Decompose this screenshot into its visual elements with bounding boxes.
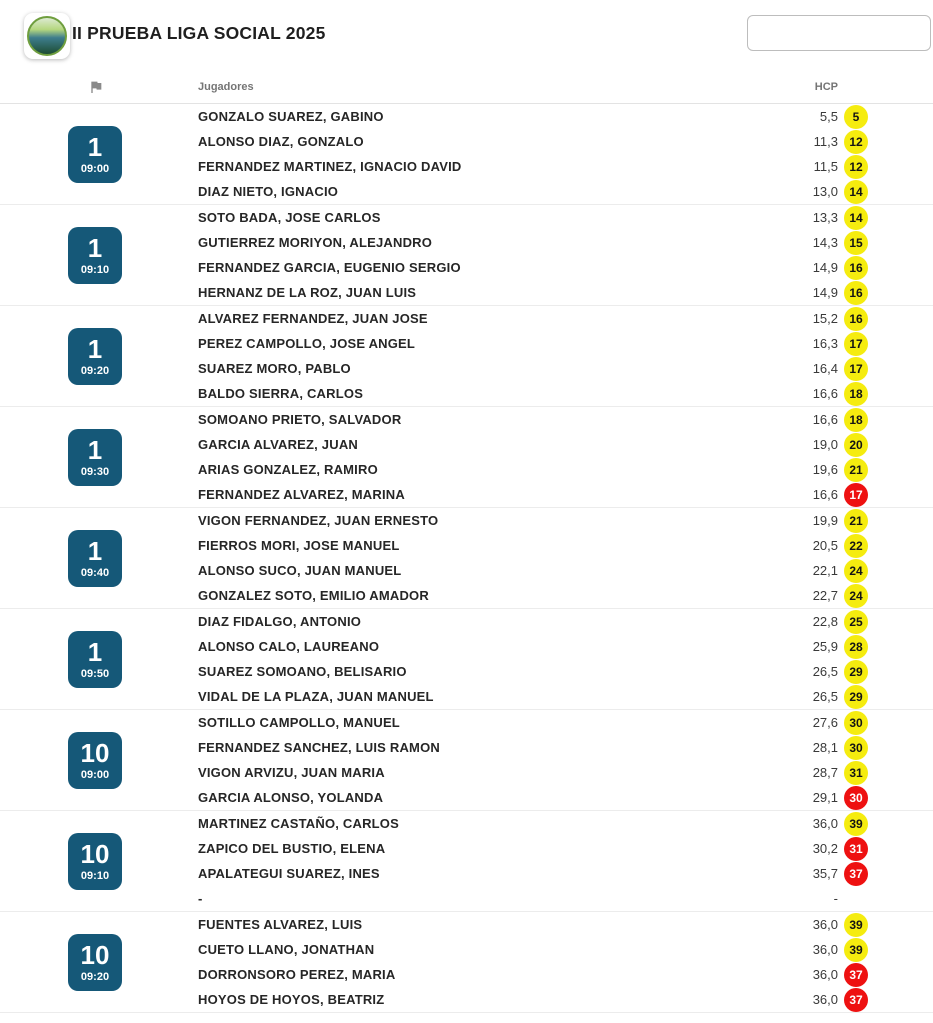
- tee-time-group-row[interactable]: [0, 306, 933, 407]
- player-row: [184, 205, 919, 230]
- hcp-value: 26,5: [812, 689, 838, 704]
- golf-club-crest-icon: [27, 16, 67, 56]
- hcp-value: 22,7: [812, 588, 838, 603]
- player-row: [184, 760, 919, 785]
- player-name: ALVAREZ FERNANDEZ, JUAN JOSE: [198, 311, 428, 326]
- playing-hcp-badge-wrap: [838, 130, 874, 154]
- player-row: [184, 836, 919, 861]
- player-name: DORRONSORO PEREZ, MARIA: [198, 967, 396, 982]
- player-name: GONZALEZ SOTO, EMILIO AMADOR: [198, 588, 429, 603]
- tee-time-group-row[interactable]: [0, 811, 933, 912]
- player-row: [184, 987, 919, 1012]
- hcp-value: 29,1: [812, 790, 838, 805]
- hcp-value: 11,5: [813, 159, 838, 174]
- playing-hcp-badge-wrap: [838, 433, 874, 457]
- player-name: DIAZ NIETO, IGNACIO: [198, 184, 339, 199]
- hcp-value: 30,2: [812, 841, 838, 856]
- hcp-value: -: [833, 891, 838, 906]
- tee-number: 1: [87, 232, 103, 263]
- playing-hcp-badge: 15: [844, 231, 868, 255]
- table-header: [0, 70, 933, 104]
- player-name: FERNANDEZ SANCHEZ, LUIS RAMON: [198, 740, 440, 755]
- player-rows: [184, 407, 919, 507]
- player-row: [184, 659, 919, 684]
- playing-hcp-badge: 30: [844, 711, 868, 735]
- playing-hcp-badge: 16: [844, 281, 868, 305]
- tee-time: 09:00: [80, 768, 110, 781]
- tee-number: 1: [87, 131, 103, 162]
- player-name: FUENTES ALVAREZ, LUIS: [198, 917, 363, 932]
- tee-badge: [68, 227, 122, 284]
- playing-hcp-badge-wrap: [838, 812, 874, 836]
- tee-time: 09:50: [80, 667, 110, 680]
- playing-hcp-badge: 18: [844, 382, 868, 406]
- player-row: [184, 533, 919, 558]
- playing-hcp-badge: 25: [844, 610, 868, 634]
- playing-hcp-badge-wrap: [838, 231, 874, 255]
- tee-badge: [68, 328, 122, 385]
- playing-hcp-badge: 16: [844, 256, 868, 280]
- player-name: ALONSO DIAZ, GONZALO: [198, 134, 364, 149]
- playing-hcp-badge: 24: [844, 584, 868, 608]
- player-row: [184, 962, 919, 987]
- hcp-value: 35,7: [812, 866, 838, 881]
- player-rows: [184, 710, 919, 810]
- player-row: [184, 861, 919, 886]
- tee-time-group-row[interactable]: [0, 912, 933, 1013]
- playing-hcp-badge-wrap: [838, 761, 874, 785]
- playing-hcp-badge: 21: [844, 509, 868, 533]
- hcp-value: 36,0: [812, 942, 838, 957]
- hcp-value: 15,2: [812, 311, 838, 326]
- hcp-value: 36,0: [812, 992, 838, 1007]
- hcp-value: 28,1: [812, 740, 838, 755]
- hcp-value: 27,6: [812, 715, 838, 730]
- playing-hcp-badge-wrap: [838, 458, 874, 482]
- player-row: [184, 381, 919, 406]
- player-row: [184, 583, 919, 608]
- hcp-value: 16,6: [812, 412, 838, 427]
- player-name: BALDO SIERRA, CARLOS: [198, 386, 364, 401]
- tee-badge: [68, 833, 122, 890]
- playing-hcp-badge-wrap: [838, 711, 874, 735]
- playing-hcp-badge: 39: [844, 938, 868, 962]
- hcp-value: 36,0: [812, 917, 838, 932]
- tee-badge: [68, 429, 122, 486]
- player-name: DIAZ FIDALGO, ANTONIO: [198, 614, 362, 629]
- player-row: [184, 407, 919, 432]
- player-row: [184, 306, 919, 331]
- tee-time: 09:40: [80, 566, 110, 579]
- playing-hcp-badge-wrap: [838, 685, 874, 709]
- playing-hcp-badge-wrap: [838, 256, 874, 280]
- groups-list: [0, 104, 933, 1013]
- hcp-value: 13,0: [812, 184, 838, 199]
- playing-hcp-badge: 5: [844, 105, 868, 129]
- player-name: ARIAS GONZALEZ, RAMIRO: [198, 462, 378, 477]
- playing-hcp-badge-wrap: [838, 963, 874, 987]
- tee-time-group-row[interactable]: [0, 104, 933, 205]
- playing-hcp-badge: 37: [844, 988, 868, 1012]
- playing-hcp-badge: 31: [844, 837, 868, 861]
- tee-time-group-row[interactable]: [0, 205, 933, 306]
- playing-hcp-badge: 31: [844, 761, 868, 785]
- playing-hcp-badge-wrap: [838, 584, 874, 608]
- player-rows: [184, 104, 919, 204]
- tee-number: 10: [80, 737, 110, 768]
- player-name: SOMOANO PRIETO, SALVADOR: [198, 412, 402, 427]
- player-name: SUAREZ SOMOANO, BELISARIO: [198, 664, 407, 679]
- player-row: [184, 609, 919, 634]
- playing-hcp-badge: 39: [844, 913, 868, 937]
- player-row: [184, 179, 919, 204]
- player-rows: [184, 508, 919, 608]
- hcp-value: 11,3: [813, 134, 838, 149]
- player-rows: [184, 205, 919, 305]
- playing-hcp-badge-wrap: [838, 534, 874, 558]
- playing-hcp-badge: 37: [844, 862, 868, 886]
- player-row: [184, 558, 919, 583]
- tee-column-header: [14, 79, 184, 95]
- player-name: HERNANZ DE LA ROZ, JUAN LUIS: [198, 285, 417, 300]
- app-header: [0, 0, 933, 70]
- player-row: [184, 432, 919, 457]
- hcp-value: 19,9: [812, 513, 838, 528]
- playing-hcp-badge: 22: [844, 534, 868, 558]
- player-row: [184, 129, 919, 154]
- player-name: -: [198, 891, 203, 906]
- hcp-value: 16,6: [812, 386, 838, 401]
- tee-badge: [68, 530, 122, 587]
- tee-badge: [68, 934, 122, 991]
- tee-badge: [68, 732, 122, 789]
- hcp-value: 19,0: [812, 437, 838, 452]
- tee-badge: [68, 126, 122, 183]
- tee-number: 10: [80, 838, 110, 869]
- player-name: SOTILLO CAMPOLLO, MANUEL: [198, 715, 400, 730]
- tee-time: 09:10: [80, 263, 110, 276]
- playing-hcp-badge-wrap: [838, 862, 874, 886]
- player-row: [184, 154, 919, 179]
- playing-hcp-badge-wrap: [838, 155, 874, 179]
- player-name: MARTINEZ CASTAÑO, CARLOS: [198, 816, 399, 831]
- tee-time: 09:10: [80, 869, 110, 882]
- playing-hcp-badge: 29: [844, 660, 868, 684]
- hcp-column-header: HCP: [814, 80, 838, 93]
- player-name: ALONSO SUCO, JUAN MANUEL: [198, 563, 402, 578]
- hcp-value: 26,5: [812, 664, 838, 679]
- player-name: PEREZ CAMPOLLO, JOSE ANGEL: [198, 336, 416, 351]
- player-name: GARCIA ALVAREZ, JUAN: [198, 437, 358, 452]
- playing-hcp-badge: 17: [844, 357, 868, 381]
- tee-badge: [68, 631, 122, 688]
- playing-hcp-badge: 12: [844, 130, 868, 154]
- playing-hcp-badge-wrap: [838, 938, 874, 962]
- hcp-value: 28,7: [812, 765, 838, 780]
- playing-hcp-badge: 39: [844, 812, 868, 836]
- tee-time-group-row[interactable]: [0, 407, 933, 508]
- hcp-value: 22,1: [812, 563, 838, 578]
- playing-hcp-badge-wrap: [838, 357, 874, 381]
- tee-cell: [14, 530, 184, 587]
- playing-hcp-badge: 12: [844, 155, 868, 179]
- playing-hcp-badge-wrap: [838, 332, 874, 356]
- playing-hcp-badge-wrap: [838, 206, 874, 230]
- playing-hcp-badge-wrap: [838, 105, 874, 129]
- player-row: [184, 104, 919, 129]
- player-row: [184, 634, 919, 659]
- player-name: CUETO LLANO, JONATHAN: [198, 942, 375, 957]
- player-row: [184, 785, 919, 810]
- playing-hcp-badge-wrap: [838, 786, 874, 810]
- playing-hcp-badge-wrap: [838, 559, 874, 583]
- tee-number: 10: [80, 939, 110, 970]
- player-row: [184, 356, 919, 381]
- player-name: FERNANDEZ GARCIA, EUGENIO SERGIO: [198, 260, 461, 275]
- player-rows: [184, 609, 919, 709]
- flag-icon: [88, 79, 104, 95]
- tee-number: 1: [87, 434, 103, 465]
- hcp-value: 16,6: [812, 487, 838, 502]
- playing-hcp-badge-wrap: [838, 307, 874, 331]
- tee-cell: [14, 934, 184, 991]
- player-row: [184, 735, 919, 760]
- player-row: [184, 482, 919, 507]
- playing-hcp-badge: 20: [844, 433, 868, 457]
- player-name: SOTO BADA, JOSE CARLOS: [198, 210, 381, 225]
- player-row: [184, 280, 919, 305]
- player-name: HOYOS DE HOYOS, BEATRIZ: [198, 992, 385, 1007]
- playing-hcp-badge-wrap: [838, 281, 874, 305]
- player-row: [184, 457, 919, 482]
- playing-hcp-badge: 24: [844, 559, 868, 583]
- playing-hcp-badge-wrap: [838, 483, 874, 507]
- players-column-header: Jugadores: [198, 80, 254, 93]
- playing-hcp-badge: 17: [844, 332, 868, 356]
- player-row: [184, 912, 919, 937]
- tee-time: 09:00: [80, 162, 110, 175]
- playing-hcp-badge-wrap: [838, 610, 874, 634]
- player-name: ZAPICO DEL BUSTIO, ELENA: [198, 841, 386, 856]
- playing-hcp-badge-wrap: [838, 408, 874, 432]
- player-row: [184, 710, 919, 735]
- hcp-value: 19,6: [812, 462, 838, 477]
- player-row: [184, 811, 919, 836]
- playing-hcp-badge: 16: [844, 307, 868, 331]
- player-name: APALATEGUI SUAREZ, INES: [198, 866, 380, 881]
- player-row: [184, 937, 919, 962]
- player-rows: [184, 306, 919, 406]
- playing-hcp-badge: 17: [844, 483, 868, 507]
- tee-time: 09:20: [80, 364, 110, 377]
- player-name: SUAREZ MORO, PABLO: [198, 361, 351, 376]
- playing-hcp-badge: 14: [844, 180, 868, 204]
- playing-hcp-badge-wrap: [838, 180, 874, 204]
- tee-cell: [14, 328, 184, 385]
- hcp-value: 16,3: [812, 336, 838, 351]
- player-name: GONZALO SUAREZ, GABINO: [198, 109, 384, 124]
- hcp-value: 25,9: [812, 639, 838, 654]
- tee-time-group-row[interactable]: [0, 508, 933, 609]
- hcp-value: 14,9: [812, 260, 838, 275]
- hcp-value: 36,0: [812, 816, 838, 831]
- playing-hcp-badge: 21: [844, 458, 868, 482]
- tee-cell: [14, 126, 184, 183]
- hcp-value: 22,8: [812, 614, 838, 629]
- player-name: VIGON ARVIZU, JUAN MARIA: [198, 765, 385, 780]
- tee-time-group-row[interactable]: [0, 609, 933, 710]
- player-name: VIGON FERNANDEZ, JUAN ERNESTO: [198, 513, 439, 528]
- playing-hcp-badge-wrap: [838, 988, 874, 1012]
- player-name: FERNANDEZ ALVAREZ, MARINA: [198, 487, 405, 502]
- player-row: [184, 508, 919, 533]
- playing-hcp-badge-wrap: [838, 887, 874, 911]
- hcp-value: 14,9: [812, 285, 838, 300]
- playing-hcp-badge: 30: [844, 786, 868, 810]
- hcp-value: 5,5: [819, 109, 838, 124]
- hcp-value: 36,0: [812, 967, 838, 982]
- tee-cell: [14, 732, 184, 789]
- playing-hcp-badge-wrap: [838, 635, 874, 659]
- playing-hcp-badge: 14: [844, 206, 868, 230]
- playing-hcp-badge-wrap: [838, 509, 874, 533]
- tee-number: 1: [87, 333, 103, 364]
- player-row: [184, 331, 919, 356]
- tee-time: 09:20: [80, 970, 110, 983]
- tee-time-group-row[interactable]: [0, 710, 933, 811]
- playing-hcp-badge-wrap: [838, 660, 874, 684]
- player-row: [184, 255, 919, 280]
- playing-hcp-badge: 18: [844, 408, 868, 432]
- player-name: GARCIA ALONSO, YOLANDA: [198, 790, 384, 805]
- player-rows: [184, 912, 919, 1012]
- player-rows: [184, 811, 919, 911]
- player-name: GUTIERREZ MORIYON, ALEJANDRO: [198, 235, 433, 250]
- hcp-value: 16,4: [812, 361, 838, 376]
- player-row: [184, 684, 919, 709]
- player-name: FIERROS MORI, JOSE MANUEL: [198, 538, 400, 553]
- search-input[interactable]: [747, 15, 931, 51]
- player-name: FERNANDEZ MARTINEZ, IGNACIO DAVID: [198, 159, 462, 174]
- tee-number: 1: [87, 636, 103, 667]
- playing-hcp-badge: 37: [844, 963, 868, 987]
- tee-cell: [14, 429, 184, 486]
- hcp-value: 20,5: [812, 538, 838, 553]
- playing-hcp-badge-wrap: [838, 736, 874, 760]
- player-name: VIDAL DE LA PLAZA, JUAN MANUEL: [198, 689, 434, 704]
- playing-hcp-badge: 30: [844, 736, 868, 760]
- tee-cell: [14, 631, 184, 688]
- club-logo: [24, 13, 70, 59]
- player-row: [184, 886, 919, 911]
- tee-time: 09:30: [80, 465, 110, 478]
- player-row: [184, 230, 919, 255]
- playing-hcp-badge-wrap: [838, 837, 874, 861]
- playing-hcp-badge: 28: [844, 635, 868, 659]
- player-name: ALONSO CALO, LAUREANO: [198, 639, 380, 654]
- playing-hcp-badge-wrap: [838, 913, 874, 937]
- hcp-value: 14,3: [812, 235, 838, 250]
- hcp-value: 13,3: [812, 210, 838, 225]
- tee-number: 1: [87, 535, 103, 566]
- page-title: II PRUEBA LIGA SOCIAL 2025: [72, 23, 326, 43]
- playing-hcp-badge: 29: [844, 685, 868, 709]
- tee-cell: [14, 833, 184, 890]
- tee-cell: [14, 227, 184, 284]
- playing-hcp-badge-wrap: [838, 382, 874, 406]
